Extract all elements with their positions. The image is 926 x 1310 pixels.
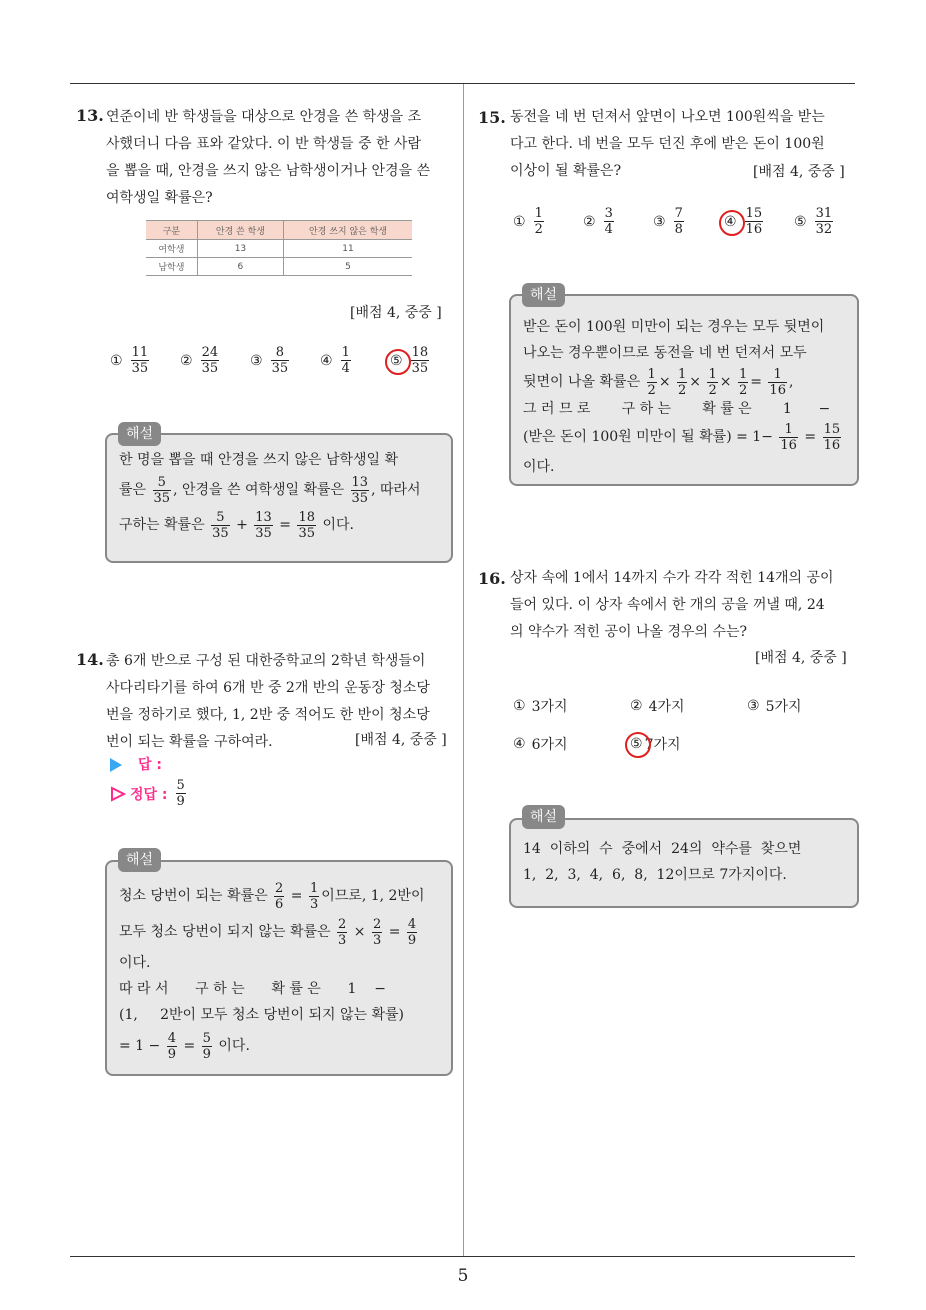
- choice-number: ①: [513, 213, 526, 230]
- q13-line: 사했더니 다음 표와 같았다. 이 반 학생들 중 한 사람: [106, 136, 421, 152]
- table-row: [146, 240, 412, 258]
- fraction-num: 15: [823, 421, 841, 437]
- question-13-text: [106, 104, 456, 212]
- table-cell: 남학생: [146, 258, 197, 276]
- q13-choice-1[interactable]: [110, 345, 151, 376]
- red-circle-icon: [625, 732, 651, 758]
- q16-solution-box: [509, 818, 859, 908]
- correct-numerator: 5: [176, 778, 185, 793]
- fraction-num: 5: [211, 510, 230, 526]
- q13-score: [배점 4, 중중 ]: [350, 305, 442, 321]
- text: 구하는 확률은: [119, 517, 205, 533]
- choice-number: ①: [513, 698, 526, 714]
- q16-choice-2[interactable]: [630, 696, 685, 716]
- q15-line: 이상이 될 확률은?: [510, 163, 622, 179]
- operator: =: [750, 374, 762, 390]
- choice-number: ④: [724, 213, 737, 230]
- fraction-den: 2: [708, 382, 717, 398]
- q15-line: 다고 한다. 네 번을 모두 던진 후에 받은 돈이 100원: [510, 136, 825, 152]
- q15-choice-5[interactable]: [794, 206, 835, 237]
- choice-denominator: 4: [604, 222, 613, 237]
- q16-choice-1[interactable]: [513, 696, 568, 716]
- q13-solution-tag: 해설: [118, 422, 161, 446]
- correct-answer-label: 정답 :: [130, 786, 168, 803]
- choice-denominator: 35: [131, 361, 149, 376]
- text: , 안경을 쓴 여학생일 확률은: [173, 482, 345, 498]
- choice-numerator: 1: [341, 345, 350, 360]
- operator: +: [236, 517, 248, 533]
- q16-choice-5[interactable]: [630, 734, 681, 754]
- fraction-num: 1: [738, 366, 748, 382]
- solution-line: 나오는 경우뿐이므로 동전을 네 번 던져서 모두: [523, 345, 807, 361]
- choice-numerator: 31: [815, 206, 833, 221]
- text: (받은 돈이 100원 미만이 될 확률) = 1−: [523, 429, 773, 445]
- choice-denominator: 35: [271, 361, 289, 376]
- solution-line: 따 라 서 구 하 는 확 률 은 1 −: [119, 981, 386, 997]
- q13-choice-3[interactable]: [250, 345, 291, 376]
- fraction-den: 35: [255, 525, 272, 541]
- solution-line: (1, 2반이 모두 청소 당번이 되지 않는 확률): [119, 1007, 404, 1023]
- text: 뒷면이 나올 확률은: [523, 374, 641, 390]
- operator: ×: [719, 374, 732, 390]
- q13-solution-text: [119, 447, 449, 543]
- choice-numerator: 18: [411, 345, 429, 360]
- table-cell: 6: [197, 258, 283, 276]
- question-14-number: 14.: [76, 650, 104, 669]
- q13-solution-box: [105, 433, 453, 563]
- choice-denominator: 16: [745, 222, 763, 237]
- fraction-den: 35: [212, 525, 229, 541]
- fraction-den: 16: [769, 382, 786, 398]
- red-circle-icon: [719, 210, 745, 236]
- choice-text: 6가지: [531, 737, 568, 753]
- q16-line: 상자 속에 1에서 14까지 수가 각각 적힌 14개의 공이: [510, 570, 834, 586]
- fraction-num: 5: [153, 475, 172, 491]
- choice-denominator: 35: [411, 361, 429, 376]
- choice-denominator: 4: [341, 361, 350, 376]
- answer-label: 답 :: [138, 757, 162, 773]
- q15-solution-text: [523, 314, 855, 480]
- column-divider: [463, 84, 464, 1256]
- q15-line: 동전을 네 번 던져서 앞면이 나오면 100원씩을 받는: [510, 109, 825, 125]
- choice-text: 3가지: [531, 699, 568, 715]
- q13-line: 여학생일 확률은?: [106, 190, 213, 206]
- fraction-den: 6: [275, 896, 284, 912]
- fraction-den: 16: [823, 437, 841, 453]
- q15-choice-3[interactable]: [653, 206, 686, 237]
- operator: =: [290, 888, 303, 904]
- q14-line: 번이 되는 확률을 구하여라.: [106, 734, 273, 750]
- text: 률은: [119, 482, 147, 498]
- q14-score: [배점 4, 중중 ]: [355, 732, 447, 748]
- fraction-den: 2: [647, 382, 656, 398]
- fraction-den: 3: [372, 932, 382, 948]
- choice-number: ③: [653, 213, 666, 230]
- fraction-den: 3: [338, 932, 347, 948]
- question-13-number: 13.: [76, 106, 104, 125]
- choice-number: ①: [110, 352, 123, 369]
- fraction-num: 18: [298, 509, 315, 525]
- q16-choice-4[interactable]: [513, 734, 568, 754]
- fraction-num: 2: [338, 916, 347, 932]
- fraction-den: 35: [351, 490, 369, 506]
- q16-choice-3[interactable]: [747, 696, 802, 716]
- q15-solution-tag: 해설: [522, 283, 565, 307]
- correct-denominator: 9: [176, 794, 185, 809]
- text: ,: [788, 374, 794, 390]
- text: , 따라서: [371, 482, 421, 498]
- table-header: 안경 쓰지 않은 학생: [284, 221, 412, 240]
- choice-text: 4가지: [648, 699, 685, 715]
- q16-score: [배점 4, 중중 ]: [755, 650, 847, 666]
- text: = 1 −: [119, 1038, 161, 1054]
- selected-choice-mark: [630, 736, 643, 752]
- table-cell: 여학생: [146, 240, 197, 258]
- fraction-num: 1: [708, 366, 717, 382]
- fraction-den: 9: [202, 1046, 211, 1062]
- q14-line: 번을 정하기로 했다, 1, 2반 중 적어도 한 반이 청소당: [106, 707, 430, 723]
- choice-number: ⑤: [390, 352, 403, 369]
- solution-line: [119, 878, 449, 914]
- q16-solution-tag: 해설: [522, 805, 565, 829]
- solution-line: [119, 914, 449, 950]
- choice-numerator: 8: [271, 345, 290, 361]
- fraction-num: 1: [768, 367, 787, 383]
- glasses-survey-table: [146, 220, 412, 276]
- q13-choice-2[interactable]: [180, 345, 221, 376]
- operator: ×: [353, 924, 366, 940]
- fraction-den: 2: [738, 382, 748, 398]
- fraction-num: 1: [779, 422, 798, 438]
- choice-numerator: 15: [745, 206, 763, 221]
- table-cell: 13: [197, 240, 283, 258]
- fraction-num: 2: [372, 916, 382, 932]
- q14-solution-tag: 해설: [118, 848, 161, 872]
- q13-line: 을 뽑을 때, 안경을 쓰지 않은 남학생이거나 안경을 쓴: [106, 163, 431, 179]
- page-number: 5: [457, 1266, 469, 1286]
- solution-line: [523, 366, 855, 398]
- red-circle-icon: [385, 349, 411, 375]
- q15-choice-2[interactable]: [583, 206, 616, 237]
- fraction-num: 4: [167, 1030, 177, 1046]
- choice-number: ②: [583, 213, 596, 230]
- choice-text: 5가지: [765, 699, 802, 715]
- q13-choice-5[interactable]: [390, 345, 431, 376]
- operator: ×: [689, 374, 702, 390]
- solution-line: [523, 420, 855, 454]
- solution-line: 한 명을 뽑을 때 안경을 쓰지 않은 남학생일 확: [119, 452, 399, 468]
- fraction-den: 9: [407, 932, 417, 948]
- solution-line: [119, 507, 449, 543]
- fraction-num: 13: [255, 509, 272, 525]
- choice-number: ③: [747, 698, 760, 714]
- selected-choice-mark: [724, 214, 737, 230]
- choice-denominator: 32: [815, 222, 833, 237]
- table-row: [146, 258, 412, 276]
- play-arrow-icon: [110, 758, 122, 772]
- q14-line: 총 6개 반으로 구성 된 대한중학교의 2학년 학생들이: [106, 653, 426, 669]
- fraction-den: 35: [298, 525, 315, 541]
- choice-numerator: 1: [534, 206, 543, 221]
- table-header: 구분: [146, 221, 197, 240]
- fraction-num: 1: [309, 880, 319, 896]
- choice-numerator: 7: [674, 206, 683, 221]
- q14-solution-box: [105, 860, 453, 1076]
- text: 이다.: [218, 1038, 250, 1054]
- operator: =: [279, 517, 291, 533]
- fraction-num: 13: [351, 474, 369, 490]
- fraction-den: 3: [309, 896, 319, 912]
- solution-line: 14 이하의 수 중에서 24의 약수를 찾으면: [523, 841, 802, 857]
- choice-number: ②: [180, 352, 193, 369]
- outline-arrow-icon: [110, 786, 126, 802]
- q16-line: 의 약수가 적힌 공이 나올 경우의 수는?: [510, 624, 748, 640]
- q15-choice-4[interactable]: [724, 206, 765, 237]
- q14-solution-text: [119, 878, 449, 1064]
- choice-number: ⑤: [794, 213, 807, 230]
- choice-denominator: 2: [534, 222, 543, 237]
- q15-score: [배점 4, 중중 ]: [753, 164, 845, 180]
- fraction-num: 4: [407, 916, 417, 932]
- q15-solution-box: [509, 294, 859, 486]
- solution-line: [119, 1028, 449, 1064]
- selected-choice-mark: [390, 353, 403, 369]
- bottom-rule: [70, 1256, 855, 1257]
- q13-line: 연준이네 반 학생들을 대상으로 안경을 쓴 학생을 조: [106, 109, 422, 125]
- table-cell: 5: [284, 258, 412, 276]
- solution-line: 1, 2, 3, 4, 6, 8, 12이므로 7가지이다.: [523, 867, 787, 883]
- text: 이다.: [322, 517, 354, 533]
- fraction-num: 2: [275, 880, 284, 896]
- choice-numerator: 3: [604, 206, 613, 221]
- operator: ×: [658, 374, 671, 390]
- choice-number: ⑤: [630, 736, 643, 752]
- fraction-den: 9: [167, 1046, 177, 1062]
- table-header: 안경 쓴 학생: [197, 221, 283, 240]
- fraction-num: 1: [647, 366, 656, 382]
- text: 이므로, 1, 2반이: [321, 888, 425, 904]
- solution-line: 받은 돈이 100원 미만이 되는 경우는 모두 뒷면이: [523, 319, 825, 335]
- table-cell: 11: [284, 240, 412, 258]
- fraction-den: 35: [153, 490, 171, 506]
- choice-number: ④: [513, 736, 526, 752]
- q13-choice-4[interactable]: [320, 345, 353, 376]
- text: 모두 청소 당번이 되지 않는 확률은: [119, 924, 331, 940]
- fraction-den: 2: [678, 382, 687, 398]
- text: 청소 당번이 되는 확률은: [119, 888, 268, 904]
- operator: =: [804, 429, 817, 445]
- question-16-number: 16.: [478, 569, 506, 588]
- q16-line: 들어 있다. 이 상자 속에서 한 개의 공을 꺼낼 때, 24: [510, 597, 825, 613]
- operator: =: [388, 924, 401, 940]
- question-16-text: [510, 565, 860, 646]
- choice-numerator: 24: [201, 345, 219, 360]
- choice-text: 7가지: [644, 737, 681, 753]
- solution-line: 그 러 므 로 구 하 는 확 률 은 1 −: [523, 401, 831, 417]
- solution-line: 이다.: [523, 459, 555, 475]
- q14-line: 사다리타기를 하여 6개 반 중 2개 반의 운동장 청소당: [106, 680, 430, 696]
- fraction-num: 1: [678, 366, 687, 382]
- solution-line: [119, 473, 449, 507]
- q16-solution-text: [523, 836, 855, 888]
- correct-answer-row: [110, 778, 188, 809]
- fraction-num: 5: [202, 1030, 211, 1046]
- solution-line: 이다.: [119, 955, 151, 971]
- choice-number: ②: [630, 698, 643, 714]
- choice-number: ④: [320, 352, 333, 369]
- choice-number: ③: [250, 352, 263, 369]
- fraction-den: 16: [780, 437, 797, 453]
- choice-denominator: 8: [674, 222, 683, 237]
- answer-row: [110, 754, 162, 774]
- choice-numerator: 11: [131, 345, 149, 360]
- operator: =: [183, 1038, 196, 1054]
- question-15-number: 15.: [478, 108, 506, 127]
- q15-choice-1[interactable]: [513, 206, 546, 237]
- choice-denominator: 35: [201, 361, 219, 376]
